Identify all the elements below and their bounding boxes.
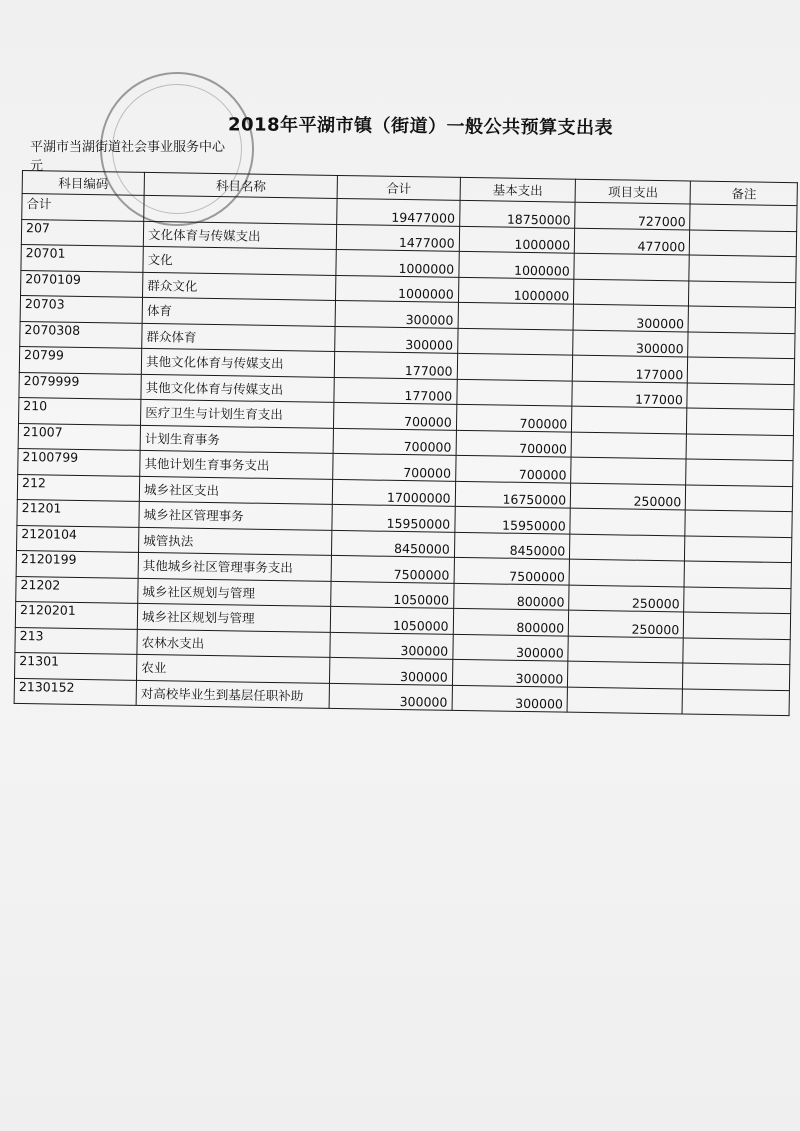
cell-code: 207 [21,219,143,246]
cell-note [686,459,793,486]
cell-basic: 700000 [456,430,572,457]
cell-total: 700000 [333,453,456,480]
header-note: 备注 [690,181,797,206]
cell-basic: 1000000 [459,251,575,278]
table-body [14,194,797,716]
cell-name: 城乡社区支出 [139,476,333,505]
cell-code: 2120104 [17,525,139,552]
cell-project [574,279,690,306]
header-name: 科目名称 [144,172,338,198]
cell-code: 2079999 [19,372,141,399]
cell-total: 700000 [333,428,456,455]
cell-code: 20703 [20,295,142,322]
cell-project: 177000 [572,381,688,408]
cell-total: 1477000 [337,224,460,251]
cell-note [683,663,790,690]
cell-note [688,331,795,358]
cell-code: 21202 [16,576,138,603]
cell-name: 文化 [143,246,337,275]
cell-project: 177000 [573,355,689,382]
cell-basic [457,353,573,380]
cell-project [568,661,684,688]
cell-code: 21007 [18,423,140,450]
cell-name: 城乡社区规划与管理 [137,603,331,632]
header-project: 项目支出 [575,179,690,204]
header-code: 科目编码 [22,171,144,196]
cell-total: 7500000 [331,555,454,582]
cell-name: 其他文化体育与传媒支出 [141,348,335,377]
cell-name: 农业 [137,654,331,683]
cell-name: 农林水支出 [137,629,331,658]
cell-basic: 16750000 [455,481,571,508]
cell-name: 群众文化 [143,272,337,301]
cell-code: 213 [15,627,137,654]
cell-project [569,559,685,586]
cell-name: 城乡社区规划与管理 [138,578,332,607]
cell-total: 1000000 [336,249,459,276]
cell-code: 21301 [15,652,137,679]
cell-basic: 300000 [453,634,569,661]
cell-code: 2070308 [20,321,142,348]
cell-project [574,253,690,280]
cell-project: 300000 [573,330,689,357]
currency-unit-label: 元 [30,159,44,174]
cell-name: 城乡社区管理事务 [139,501,333,530]
cell-project: 727000 [575,202,691,229]
cell-total: 300000 [329,683,452,710]
cell-code: 2120201 [15,601,137,628]
cell-basic: 15950000 [455,506,571,533]
cell-project [570,534,686,561]
cell-total: 300000 [330,632,453,659]
cell-note [687,382,794,409]
cell-project: 250000 [569,610,685,637]
cell-note [687,408,794,435]
cell-total: 15950000 [332,504,455,531]
cell-basic [457,379,573,406]
cell-code: 2130152 [14,678,136,705]
unit-name: 平湖市当湖街道社会事业服务中心 [30,140,226,155]
cell-name: 医疗卫生与计划生育支出 [141,399,335,428]
cell-total: 700000 [334,402,457,429]
cell-total: 1000000 [336,275,459,302]
cell-code: 2100799 [18,448,140,475]
cell-note [689,280,796,307]
cell-name: 对高校毕业生到基层任职补助 [136,680,330,709]
cell-basic [457,328,573,355]
cell-code: 212 [17,474,139,501]
cell-code: 20701 [21,244,143,271]
header-total: 合计 [337,175,460,200]
cell-note [682,688,789,715]
cell-note [684,561,791,588]
cell-basic: 1000000 [459,226,575,253]
cell-code: 210 [19,397,141,424]
cell-code: 20799 [19,346,141,373]
budget-table [14,170,798,716]
cell-name: 体育 [142,297,336,326]
cell-note [684,612,791,639]
cell-basic: 700000 [455,455,571,482]
cell-name: 文化体育与传媒支出 [143,221,337,250]
cell-name [144,195,338,224]
cell-note [686,484,793,511]
cell-total: 1050000 [331,606,454,633]
cell-total: 177000 [335,351,458,378]
cell-project [571,432,687,459]
cell-total: 1050000 [331,581,454,608]
cell-basic: 8450000 [454,532,570,559]
cell-basic: 800000 [453,608,569,635]
cell-name: 其他计划生育事务支出 [140,450,334,479]
cell-note [690,204,797,231]
cell-name: 计划生育事务 [140,425,334,454]
document-title: 2018年平湖市镇（街道）一般公共预算支出表 [227,114,614,139]
cell-note [684,586,791,613]
cell-total: 19477000 [337,198,460,225]
cell-basic: 1000000 [458,277,574,304]
cell-project [571,457,687,484]
cell-note [685,535,792,562]
cell-note [688,357,795,384]
cell-basic: 7500000 [454,557,570,584]
cell-total: 177000 [334,377,457,404]
cell-note [685,510,792,537]
cell-project [572,406,688,433]
cell-project: 477000 [575,228,691,255]
cell-total: 300000 [335,300,458,327]
header-basic: 基本支出 [460,177,576,202]
cell-total: 300000 [335,326,458,353]
cell-basic: 300000 [452,685,568,712]
cell-project [567,687,683,714]
cell-project: 250000 [569,585,685,612]
cell-project [568,636,684,663]
official-seal-text [105,87,234,105]
cell-code: 2070109 [21,270,143,297]
cell-name: 其他城乡社区管理事务支出 [138,552,332,581]
cell-basic: 300000 [452,659,568,686]
cell-basic: 800000 [453,583,569,610]
cell-basic [458,302,574,329]
cell-project: 300000 [573,304,689,331]
cell-name: 群众体育 [142,323,336,352]
cell-note [683,637,790,664]
cell-note [686,433,793,460]
cell-note [688,306,795,333]
cell-total: 17000000 [333,479,456,506]
cell-total: 8450000 [332,530,455,557]
cell-project: 250000 [571,483,687,510]
cell-code: 合计 [22,194,144,221]
cell-code: 2120199 [16,550,138,577]
cell-name: 城管执法 [139,527,333,556]
cell-name: 其他文化体育与传媒支出 [141,374,335,403]
cell-note [690,230,797,257]
cell-basic: 700000 [456,404,572,431]
cell-code: 21201 [17,499,139,526]
cell-note [689,255,796,282]
cell-basic: 18750000 [459,200,575,227]
cell-project [570,508,686,535]
cell-total: 300000 [330,657,453,684]
